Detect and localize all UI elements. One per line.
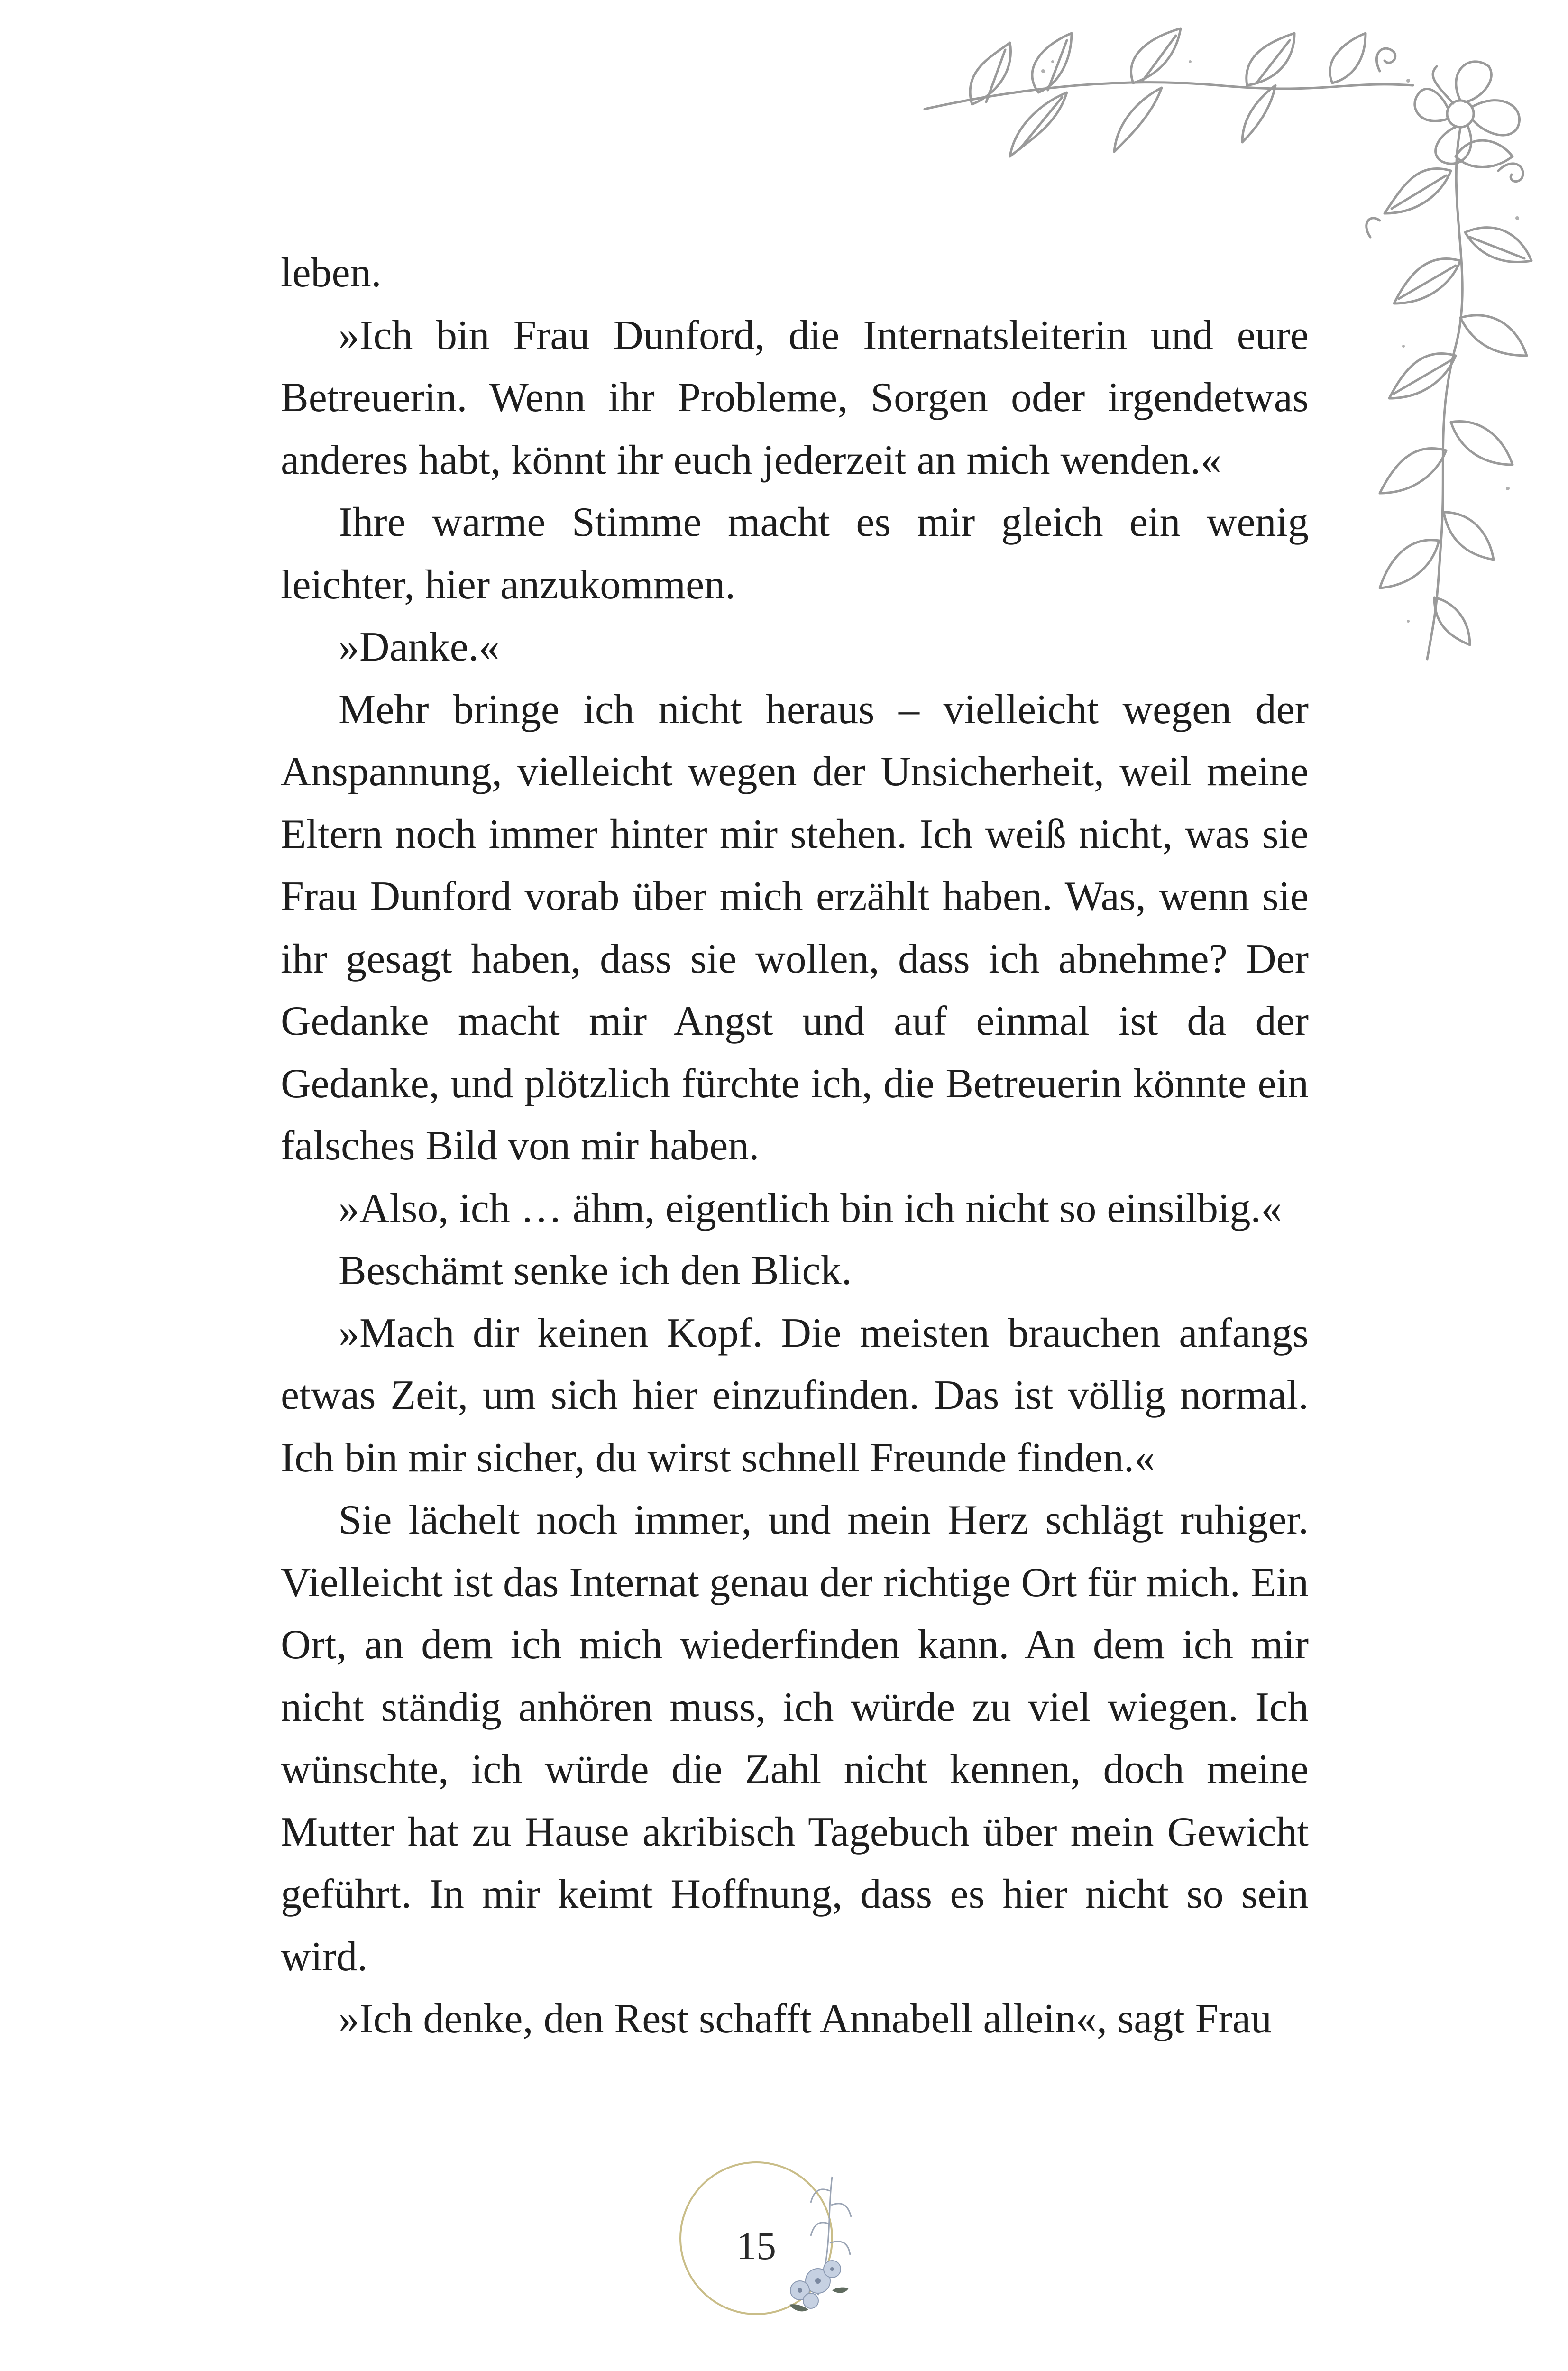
page-number: 15 xyxy=(736,2224,776,2268)
paragraph: »Ich bin Frau Dunford, die Internatsleiterin und eure Betreuerin. Wenn ihr Probleme, Sorgen oder irgendetwas anderes habt, könnt ihr euch jederzeit an mich wenden.« xyxy=(281,312,1309,483)
paragraph: Beschämt senke ich den Blick. xyxy=(339,1248,852,1294)
paragraph: »Ich denke, den Rest schafft Annabell allein«, sagt Frau xyxy=(339,1996,1272,2042)
body-text xyxy=(281,242,1309,2050)
paragraph: leben. xyxy=(281,250,382,296)
paragraph: »Danke.« xyxy=(339,624,500,670)
paragraph: »Also, ich … ähm, eigentlich bin ich nicht so einsilbig.« xyxy=(339,1185,1282,1231)
paragraph: Sie lächelt noch immer, und mein Herz schlägt ruhiger. Vielleicht ist das Internat genau der richtige Ort für mich. Ein Ort, an dem ich mich wiederfinden kann. An dem ich mir nicht ständig anhören muss, ich würde zu viel wiegen. Ich wünschte, ich würde die Zahl nicht kennen, doch meine Mutter hat zu Hause akribisch Tagebuch über mein Gewicht geführt. In mir keimt Hoffnung, dass es hier nicht so sein wird. xyxy=(281,1497,1309,1980)
paragraph: Ihre warme Stimme macht es mir gleich ein wenig leichter, hier anzukommen. xyxy=(281,499,1309,608)
page-footer xyxy=(676,2148,884,2357)
paragraph: Mehr bringe ich nicht heraus – vielleicht wegen der Anspannung, vielleicht wegen der Unsicherheit, weil meine Eltern noch immer hinter mir stehen. Ich weiß nicht, was sie Frau Dunford vorab über mich erzählt haben. Was, wenn sie ihr gesagt haben, dass sie wollen, dass ich abnehme? Der Gedanke macht mir Angst und auf einmal ist da der Gedanke, und plötzlich fürchte ich, die Betreuerin könnte ein falsches Bild von mir haben. xyxy=(281,686,1309,1169)
paragraph: »Mach dir keinen Kopf. Die meisten brauchen anfangs etwas Zeit, um sich hier einzufinden. Das ist völlig normal. Ich bin mir sicher, du wirst schnell Freunde finden.« xyxy=(281,1310,1309,1481)
